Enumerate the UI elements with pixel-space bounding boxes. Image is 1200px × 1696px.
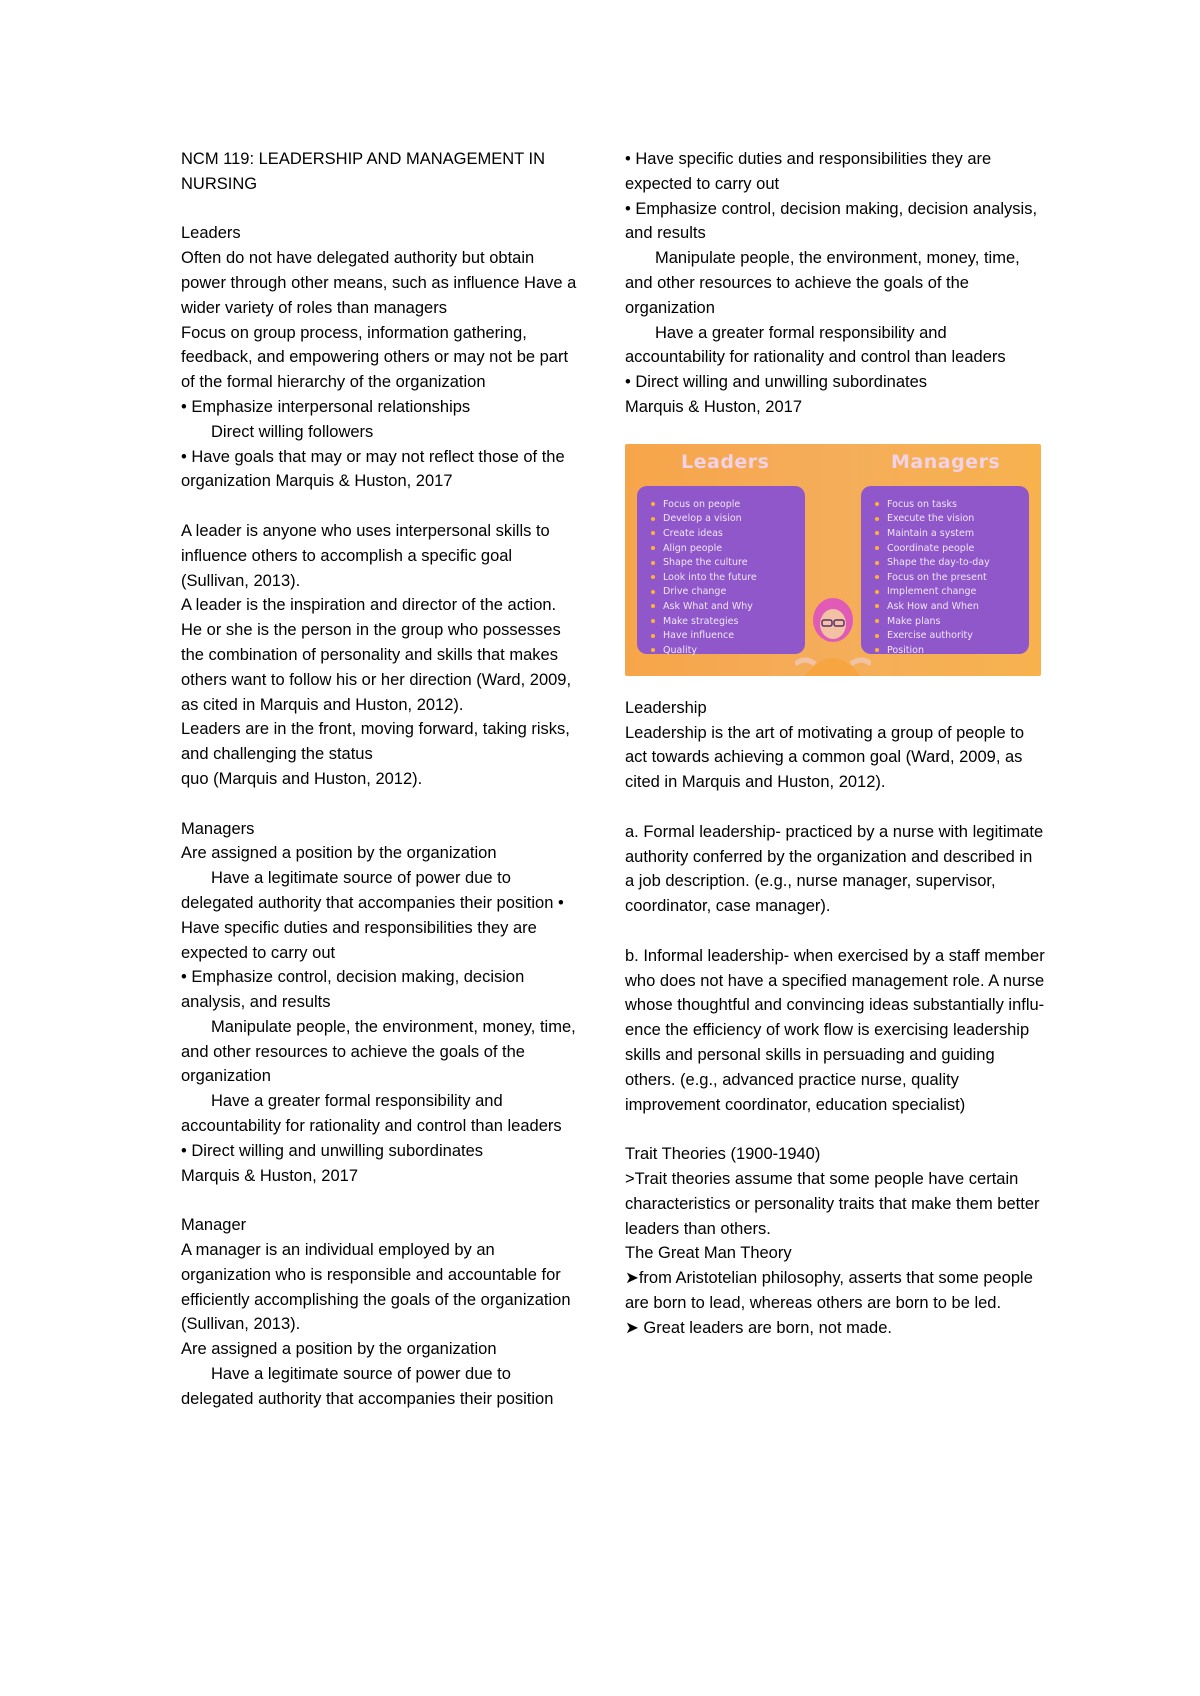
informal-leadership-paragraph: b. Informal leadership- when exercised by a staff member who does not have a specified management role. A nurse whose thoughtful and convincing ideas substantially influ- ence the efficiency of work flow is exercising leadership skills and personal skills in persuading and guiding others. (e.g., advanced practice nurse, quality improvement coordinator, education specialist) [625,946,1045,1114]
figure-list-item: Create ideas [651,527,791,542]
managers-bullet: • Direct willing and unwilling subordinates [181,1141,484,1160]
figure-managers-title: Managers [891,450,1001,473]
leadership-heading: Leadership [625,698,707,717]
leaders-paragraph: Direct willing followers [211,422,374,441]
managers-paragraph: Are assigned a position by the organization [181,844,497,863]
right-column [625,147,1045,1340]
manager-paragraph: Are assigned a position by the organization [181,1340,497,1359]
figure-list-item: Ask How and When [875,600,1015,615]
great-man-heading: The Great Man Theory [625,1244,792,1263]
leaders-paragraph: Focus on group process, information gathering, feedback, and empowering others or may not be part of the formal hierarchy of the organization [181,323,569,392]
figure-list-item: Focus on people [651,498,791,513]
figure-list-item: Make plans [875,615,1015,630]
managers-panel [861,486,1029,654]
manager-heading: Manager [181,1216,247,1235]
figure-list-item: Shape the culture [651,556,791,571]
figure-list-item: Implement change [875,585,1015,600]
leader-definition: A leader is the inspiration and director of the action. He or she is the person in the group who possesses the combination of personality and skills that makes others want to follow his or her direction (Ward, 2009, as cited in Marquis and Huston, 2012). [181,596,572,714]
leaders-heading: Leaders [181,224,241,243]
managers-bullet: • Emphasize control, decision making, decision analysis, and results [181,968,525,1012]
document-title-line-2: NURSING [181,174,258,193]
figure-list-item: Make strategies [651,615,791,630]
trait-theories-paragraph: >Trait theories assume that some people have certain characteristics or personality traits that make them better leaders than others. [625,1169,1040,1238]
managers-paragraph: Manipulate people, the environment, money, time, and other resources to achieve the goals of the organization [181,1017,576,1086]
leaders-bullet: • Have goals that may or may not reflect those of the organization Marquis & Huston, 2017 [181,447,565,491]
figure-list-item: Focus on tasks [875,498,1015,513]
managers-paragraph: Have a legitimate source of power due to delegated authority that accompanies their position • Have specific duties and responsibilities they are expected to carry out [181,869,564,962]
manager-paragraph: A manager is an individual employed by an organization who is responsible and accountable for efficiently accomplishing the goals of the organization (Sullivan, 2013). [181,1241,571,1334]
managers-citation: Marquis & Huston, 2017 [625,397,803,416]
leaders-list [651,498,791,659]
figure-list-item: Drive change [651,585,791,600]
figure-list-item: Have influence [651,629,791,644]
figure-list-item: Position [875,644,1015,659]
figure-list-item: Execute the vision [875,512,1015,527]
leaders-panel [637,486,805,654]
figure-list-item: Develop a vision [651,512,791,527]
document-title-line-1: NCM 119: LEADERSHIP AND MANAGEMENT IN [181,150,546,168]
managers-heading: Managers [181,819,255,838]
managers-citation: Marquis & Huston, 2017 [181,1166,359,1185]
managers-bullet: • Have specific duties and responsibilities they are expected to carry out [625,150,992,193]
great-man-paragraph: ➤from Aristotelian philosophy, asserts that some people are born to lead, whereas others are born to be led. [625,1269,1033,1312]
managers-paragraph: Have a greater formal responsibility and accountability for rationality and control than leaders [181,1092,562,1136]
managers-paragraph: Manipulate people, the environment, money, time, and other resources to achieve the goals of the organization [625,249,1020,317]
figure-leaders-title: Leaders [681,450,770,473]
formal-leadership-paragraph: a. Formal leadership- practiced by a nurse with legitimate authority conferred by the organization and described in a job description. (e.g., nurse manager, supervisor, coordinator, case manager). [625,822,1044,916]
figure-list-item: Look into the future [651,571,791,586]
leaders-bullet: • Emphasize interpersonal relationships [181,397,471,416]
figure-list-item: Focus on the present [875,571,1015,586]
figure-list-item: Align people [651,542,791,557]
leaders-paragraph: Often do not have delegated authority but obtain power through other means, such as influence Have a wider variety of roles than managers [181,249,577,317]
figure-list-item: Quality [651,644,791,659]
leader-definition: A leader is anyone who uses interpersonal skills to influence others to accomplish a specific goal (Sullivan, 2013). [181,521,550,590]
manager-paragraph: Have a legitimate source of power due to delegated authority that accompanies their position [181,1365,554,1408]
figure-list-item: Exercise authority [875,629,1015,644]
left-column [181,147,581,1412]
trait-theories-heading: Trait Theories (1900-1940) [625,1145,821,1164]
leadership-paragraph: Leadership is the art of motivating a group of people to act towards achieving a common goal (Ward, 2009, as cited in Marquis and Huston, 2012). [625,723,1025,792]
figure-list-item: Coordinate people [875,542,1015,557]
great-man-paragraph: ➤ Great leaders are born, not made. [625,1318,892,1337]
leader-definition: Leaders are in the front, moving forward, taking risks, and challenging the status [181,720,570,764]
person-illustration [795,594,871,676]
leader-definition: quo (Marquis and Huston, 2012). [181,769,423,788]
managers-list [875,498,1015,659]
figure-list-item: Maintain a system [875,527,1015,542]
managers-paragraph: Have a greater formal responsibility and accountability for rationality and control than leaders [625,323,1006,367]
figure-list-item: Shape the day-to-day [875,556,1015,571]
leaders-vs-managers-image [625,444,1041,676]
figure-list-item: Ask What and Why [651,600,791,615]
managers-bullet: • Direct willing and unwilling subordinates [625,373,928,392]
managers-bullet: • Emphasize control, decision making, decision analysis, and results [625,199,1038,243]
